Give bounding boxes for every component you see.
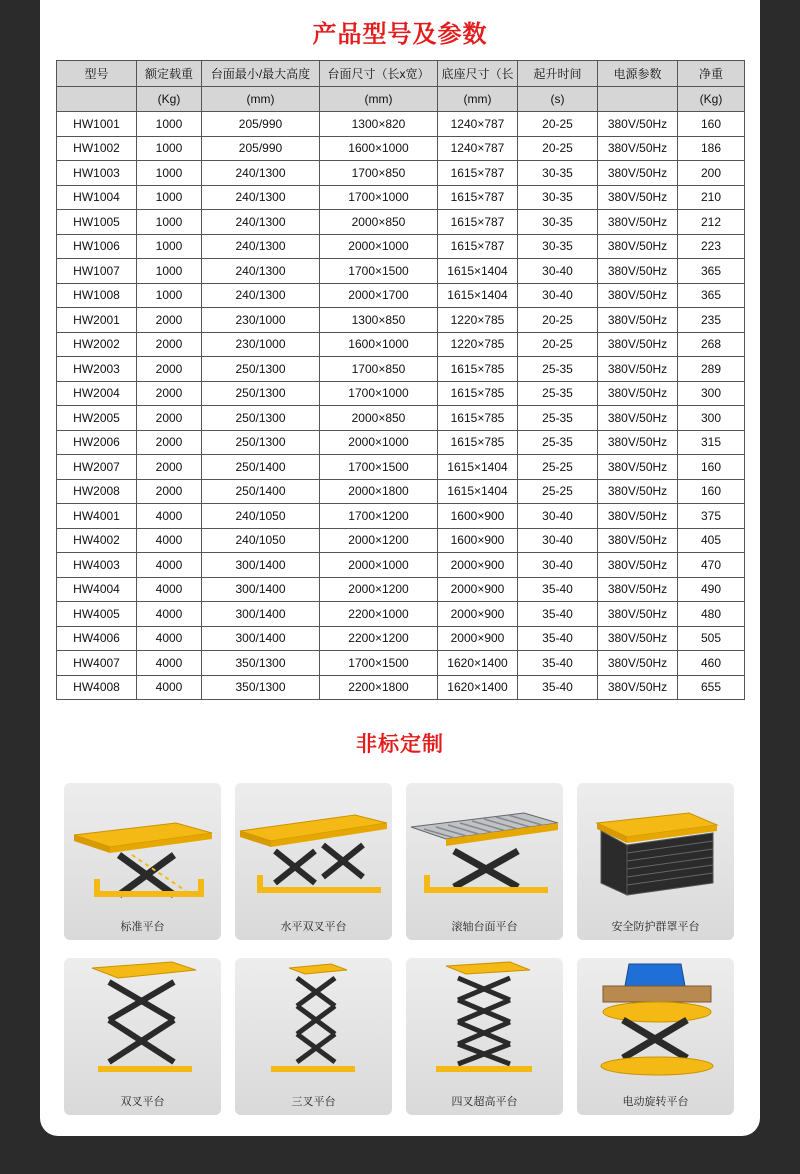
table-cell: 1700×1000	[320, 381, 438, 406]
rotating-platform-icon	[577, 958, 734, 1093]
table-cell: 250/1300	[202, 430, 320, 455]
table-cell: HW2007	[57, 455, 137, 480]
table-header-row	[57, 61, 745, 87]
table-cell: 1240×787	[438, 136, 518, 161]
table-units-row	[57, 87, 745, 112]
table-cell: 1000	[137, 210, 202, 235]
table-cell: HW1005	[57, 210, 137, 235]
table-cell: 1615×1404	[438, 479, 518, 504]
table-cell: HW4002	[57, 528, 137, 553]
column-header: 底座尺寸（长	[438, 61, 518, 87]
unit-cell: (Kg)	[678, 87, 745, 112]
table-cell: 380V/50Hz	[598, 651, 678, 676]
table-cell: 380V/50Hz	[598, 136, 678, 161]
double-scissor-icon	[64, 958, 221, 1093]
unit-cell: (mm)	[320, 87, 438, 112]
table-cell: HW2001	[57, 308, 137, 333]
table-cell: 365	[678, 259, 745, 284]
table-cell: 2000	[137, 430, 202, 455]
table-cell: 380V/50Hz	[598, 185, 678, 210]
table-cell: 2000	[137, 332, 202, 357]
table-cell: 1700×1500	[320, 651, 438, 676]
table-cell: HW1008	[57, 283, 137, 308]
table-cell: 30-35	[518, 210, 598, 235]
table-cell: 380V/50Hz	[598, 112, 678, 137]
table-cell: 380V/50Hz	[598, 455, 678, 480]
platform-card[interactable]	[64, 783, 221, 940]
table-cell: HW1007	[57, 259, 137, 284]
table-cell: 1615×785	[438, 381, 518, 406]
table-cell: 380V/50Hz	[598, 259, 678, 284]
table-cell: 300/1400	[202, 602, 320, 627]
table-cell: 300	[678, 406, 745, 431]
table-cell: 1620×1400	[438, 675, 518, 700]
table-cell: 655	[678, 675, 745, 700]
table-row	[57, 259, 745, 284]
table-cell: 240/1300	[202, 161, 320, 186]
table-cell: 25-35	[518, 430, 598, 455]
table-cell: 240/1050	[202, 528, 320, 553]
platform-caption: 滚轴台面平台	[451, 920, 518, 933]
table-cell: HW1002	[57, 136, 137, 161]
table-cell: 25-35	[518, 381, 598, 406]
table-row	[57, 112, 745, 137]
table-cell: HW4004	[57, 577, 137, 602]
table-cell: 1600×1000	[320, 332, 438, 357]
table-cell: HW4005	[57, 602, 137, 627]
table-cell: 1700×850	[320, 161, 438, 186]
table-cell: HW4008	[57, 675, 137, 700]
table-cell: 2000	[137, 406, 202, 431]
table-cell: 1615×787	[438, 234, 518, 259]
standard-platform-icon	[64, 783, 221, 918]
table-row	[57, 455, 745, 480]
table-cell: 380V/50Hz	[598, 406, 678, 431]
table-cell: 25-25	[518, 479, 598, 504]
table-cell: 1000	[137, 234, 202, 259]
table-cell: 300	[678, 381, 745, 406]
table-cell: 160	[678, 112, 745, 137]
table-row	[57, 357, 745, 382]
table-cell: 4000	[137, 528, 202, 553]
table-cell: 380V/50Hz	[598, 602, 678, 627]
table-body	[57, 112, 745, 700]
table-cell: 380V/50Hz	[598, 381, 678, 406]
platform-caption: 三叉平台	[291, 1095, 336, 1108]
unit-cell: (Kg)	[137, 87, 202, 112]
table-cell: 4000	[137, 553, 202, 578]
table-cell: 1615×1404	[438, 455, 518, 480]
table-cell: 223	[678, 234, 745, 259]
roller-platform-icon	[406, 783, 563, 918]
table-cell: 1000	[137, 283, 202, 308]
table-cell: 1000	[137, 112, 202, 137]
platform-caption: 四叉超高平台	[451, 1095, 518, 1108]
table-cell: 1700×1500	[320, 259, 438, 284]
table-cell: 2000×900	[438, 553, 518, 578]
quad-scissor-icon	[406, 958, 563, 1093]
table-cell: 250/1400	[202, 455, 320, 480]
table-cell: 1000	[137, 259, 202, 284]
table-cell: HW2005	[57, 406, 137, 431]
column-header: 台面最小/最大高度	[202, 61, 320, 87]
table-cell: 2200×1800	[320, 675, 438, 700]
table-cell: HW2002	[57, 332, 137, 357]
table-row	[57, 381, 745, 406]
table-cell: 240/1300	[202, 210, 320, 235]
table-cell: 2000×1000	[320, 430, 438, 455]
table-cell: 460	[678, 651, 745, 676]
table-cell: 350/1300	[202, 675, 320, 700]
table-cell: 30-40	[518, 283, 598, 308]
table-cell: 20-25	[518, 308, 598, 333]
platform-card[interactable]	[235, 958, 392, 1115]
table-cell: 380V/50Hz	[598, 210, 678, 235]
table-cell: 4000	[137, 675, 202, 700]
platform-card[interactable]	[64, 958, 221, 1115]
column-header: 额定载重	[137, 61, 202, 87]
platform-caption: 电动旋转平台	[622, 1095, 689, 1108]
table-cell: 380V/50Hz	[598, 161, 678, 186]
table-cell: 2000×1700	[320, 283, 438, 308]
platform-caption: 水平双叉平台	[280, 920, 347, 933]
table-cell: 1615×787	[438, 185, 518, 210]
table-row	[57, 430, 745, 455]
table-cell: 250/1300	[202, 357, 320, 382]
platform-card[interactable]	[577, 783, 734, 940]
table-cell: 30-35	[518, 185, 598, 210]
table-cell: 2000×1200	[320, 528, 438, 553]
table-row	[57, 479, 745, 504]
table-cell: 315	[678, 430, 745, 455]
table-cell: 1615×787	[438, 210, 518, 235]
table-row	[57, 651, 745, 676]
table-cell: 20-25	[518, 136, 598, 161]
table-cell: 1615×785	[438, 406, 518, 431]
table-cell: 380V/50Hz	[598, 504, 678, 529]
table-cell: 25-25	[518, 455, 598, 480]
table-cell: 250/1300	[202, 406, 320, 431]
table-cell: 1000	[137, 136, 202, 161]
table-cell: 160	[678, 455, 745, 480]
table-cell: 35-40	[518, 602, 598, 627]
table-cell: 35-40	[518, 651, 598, 676]
table-row	[57, 185, 745, 210]
table-cell: 2000×900	[438, 602, 518, 627]
column-header: 净重	[678, 61, 745, 87]
table-cell: 25-35	[518, 357, 598, 382]
table-cell: 1600×900	[438, 504, 518, 529]
table-cell: 160	[678, 479, 745, 504]
table-cell: 30-40	[518, 259, 598, 284]
table-cell: 240/1300	[202, 283, 320, 308]
platform-card[interactable]	[406, 958, 563, 1115]
table-cell: 240/1300	[202, 259, 320, 284]
table-cell: 250/1400	[202, 479, 320, 504]
table-cell: 2000×1800	[320, 479, 438, 504]
table-cell: 235	[678, 308, 745, 333]
table-cell: 230/1000	[202, 308, 320, 333]
spec-table	[56, 60, 745, 700]
table-cell: 1220×785	[438, 332, 518, 357]
table-cell: 2000×900	[438, 577, 518, 602]
table-cell: 268	[678, 332, 745, 357]
column-header: 台面尺寸（长x宽）	[320, 61, 438, 87]
table-cell: 1300×820	[320, 112, 438, 137]
platform-card[interactable]	[235, 783, 392, 940]
table-row	[57, 234, 745, 259]
table-cell: 30-40	[518, 504, 598, 529]
table-cell: 200	[678, 161, 745, 186]
table-cell: 365	[678, 283, 745, 308]
bellows-guard-platform-icon	[577, 783, 734, 918]
table-cell: 380V/50Hz	[598, 332, 678, 357]
table-cell: 250/1300	[202, 381, 320, 406]
table-cell: 4000	[137, 602, 202, 627]
table-row	[57, 283, 745, 308]
table-cell: 2000	[137, 357, 202, 382]
table-cell: 1240×787	[438, 112, 518, 137]
table-cell: 35-40	[518, 577, 598, 602]
custom-section-title: 非标定制	[356, 732, 444, 756]
table-row	[57, 161, 745, 186]
table-cell: 380V/50Hz	[598, 577, 678, 602]
table-cell: HW2006	[57, 430, 137, 455]
table-cell: 380V/50Hz	[598, 308, 678, 333]
table-cell: 490	[678, 577, 745, 602]
table-cell: 2000×900	[438, 626, 518, 651]
table-row	[57, 528, 745, 553]
table-cell: 1700×850	[320, 357, 438, 382]
table-cell: 4000	[137, 626, 202, 651]
table-row	[57, 553, 745, 578]
table-cell: 4000	[137, 651, 202, 676]
table-cell: 1600×1000	[320, 136, 438, 161]
table-cell: HW1001	[57, 112, 137, 137]
table-cell: 1700×1200	[320, 504, 438, 529]
unit-cell: (mm)	[438, 87, 518, 112]
table-row	[57, 577, 745, 602]
table-cell: 210	[678, 185, 745, 210]
table-cell: 240/1300	[202, 185, 320, 210]
table-cell: 30-40	[518, 528, 598, 553]
table-cell: 300/1400	[202, 626, 320, 651]
table-cell: 1615×785	[438, 357, 518, 382]
table-cell: 505	[678, 626, 745, 651]
table-cell: 380V/50Hz	[598, 479, 678, 504]
table-cell: 1220×785	[438, 308, 518, 333]
table-cell: 350/1300	[202, 651, 320, 676]
unit-cell: (s)	[518, 87, 598, 112]
table-cell: 4000	[137, 577, 202, 602]
table-cell: 2200×1000	[320, 602, 438, 627]
table-row	[57, 308, 745, 333]
table-cell: 375	[678, 504, 745, 529]
table-cell: 240/1050	[202, 504, 320, 529]
table-cell: 2200×1200	[320, 626, 438, 651]
table-cell: 20-25	[518, 112, 598, 137]
table-cell: 1000	[137, 185, 202, 210]
platform-caption: 安全防护群罩平台	[611, 920, 700, 933]
table-cell: HW4003	[57, 553, 137, 578]
table-row	[57, 332, 745, 357]
table-cell: 30-35	[518, 234, 598, 259]
table-cell: HW4001	[57, 504, 137, 529]
table-cell: 20-25	[518, 332, 598, 357]
unit-cell	[598, 87, 678, 112]
table-cell: 380V/50Hz	[598, 357, 678, 382]
table-cell: 2000×850	[320, 406, 438, 431]
table-cell: 35-40	[518, 675, 598, 700]
triple-scissor-icon	[235, 958, 392, 1093]
table-cell: 186	[678, 136, 745, 161]
table-cell: 212	[678, 210, 745, 235]
table-cell: HW4007	[57, 651, 137, 676]
table-cell: 2000×850	[320, 210, 438, 235]
table-cell: 380V/50Hz	[598, 553, 678, 578]
table-cell: 4000	[137, 504, 202, 529]
table-cell: 1000	[137, 161, 202, 186]
table-cell: 25-35	[518, 406, 598, 431]
table-cell: 380V/50Hz	[598, 430, 678, 455]
column-header: 型号	[57, 61, 137, 87]
table-row	[57, 504, 745, 529]
table-cell: 1600×900	[438, 528, 518, 553]
table-cell: 1615×1404	[438, 283, 518, 308]
table-cell: 289	[678, 357, 745, 382]
column-header: 电源参数	[598, 61, 678, 87]
table-cell: 2000	[137, 479, 202, 504]
table-cell: 300/1400	[202, 553, 320, 578]
table-cell: 380V/50Hz	[598, 234, 678, 259]
table-cell: HW2008	[57, 479, 137, 504]
table-cell: 35-40	[518, 626, 598, 651]
table-cell: HW1004	[57, 185, 137, 210]
table-cell: 2000×1000	[320, 553, 438, 578]
table-cell: 470	[678, 553, 745, 578]
table-cell: 240/1300	[202, 234, 320, 259]
table-cell: 380V/50Hz	[598, 283, 678, 308]
platform-caption: 双叉平台	[120, 1095, 165, 1108]
unit-cell	[57, 87, 137, 112]
table-row	[57, 210, 745, 235]
table-cell: 380V/50Hz	[598, 675, 678, 700]
table-cell: 1615×787	[438, 161, 518, 186]
platform-card[interactable]	[577, 958, 734, 1115]
table-cell: 1700×1500	[320, 455, 438, 480]
platform-card[interactable]	[406, 783, 563, 940]
table-cell: 300/1400	[202, 577, 320, 602]
table-row	[57, 136, 745, 161]
table-cell: 1300×850	[320, 308, 438, 333]
table-cell: 380V/50Hz	[598, 626, 678, 651]
table-cell: 30-40	[518, 553, 598, 578]
table-cell: 480	[678, 602, 745, 627]
table-cell: 2000	[137, 308, 202, 333]
table-cell: 205/990	[202, 112, 320, 137]
table-cell: 30-35	[518, 161, 598, 186]
table-cell: 1615×1404	[438, 259, 518, 284]
content-card	[40, 0, 760, 1136]
platform-caption: 标准平台	[120, 920, 165, 933]
column-header: 起升时间	[518, 61, 598, 87]
table-cell: 2000	[137, 455, 202, 480]
table-cell: HW4006	[57, 626, 137, 651]
table-cell: HW2004	[57, 381, 137, 406]
unit-cell: (mm)	[202, 87, 320, 112]
table-row	[57, 406, 745, 431]
table-cell: 1700×1000	[320, 185, 438, 210]
table-cell: HW1006	[57, 234, 137, 259]
table-row	[57, 626, 745, 651]
table-cell: HW2003	[57, 357, 137, 382]
table-cell: 230/1000	[202, 332, 320, 357]
horizontal-double-scissor-icon	[235, 783, 392, 918]
table-cell: 1620×1400	[438, 651, 518, 676]
table-cell: 205/990	[202, 136, 320, 161]
table-cell: 380V/50Hz	[598, 528, 678, 553]
table-cell: 405	[678, 528, 745, 553]
table-row	[57, 675, 745, 700]
table-cell: HW1003	[57, 161, 137, 186]
table-row	[57, 602, 745, 627]
table-cell: 2000	[137, 381, 202, 406]
table-cell: 1615×785	[438, 430, 518, 455]
table-cell: 2000×1000	[320, 234, 438, 259]
table-cell: 2000×1200	[320, 577, 438, 602]
spec-table-title: 产品型号及参数	[312, 20, 488, 48]
